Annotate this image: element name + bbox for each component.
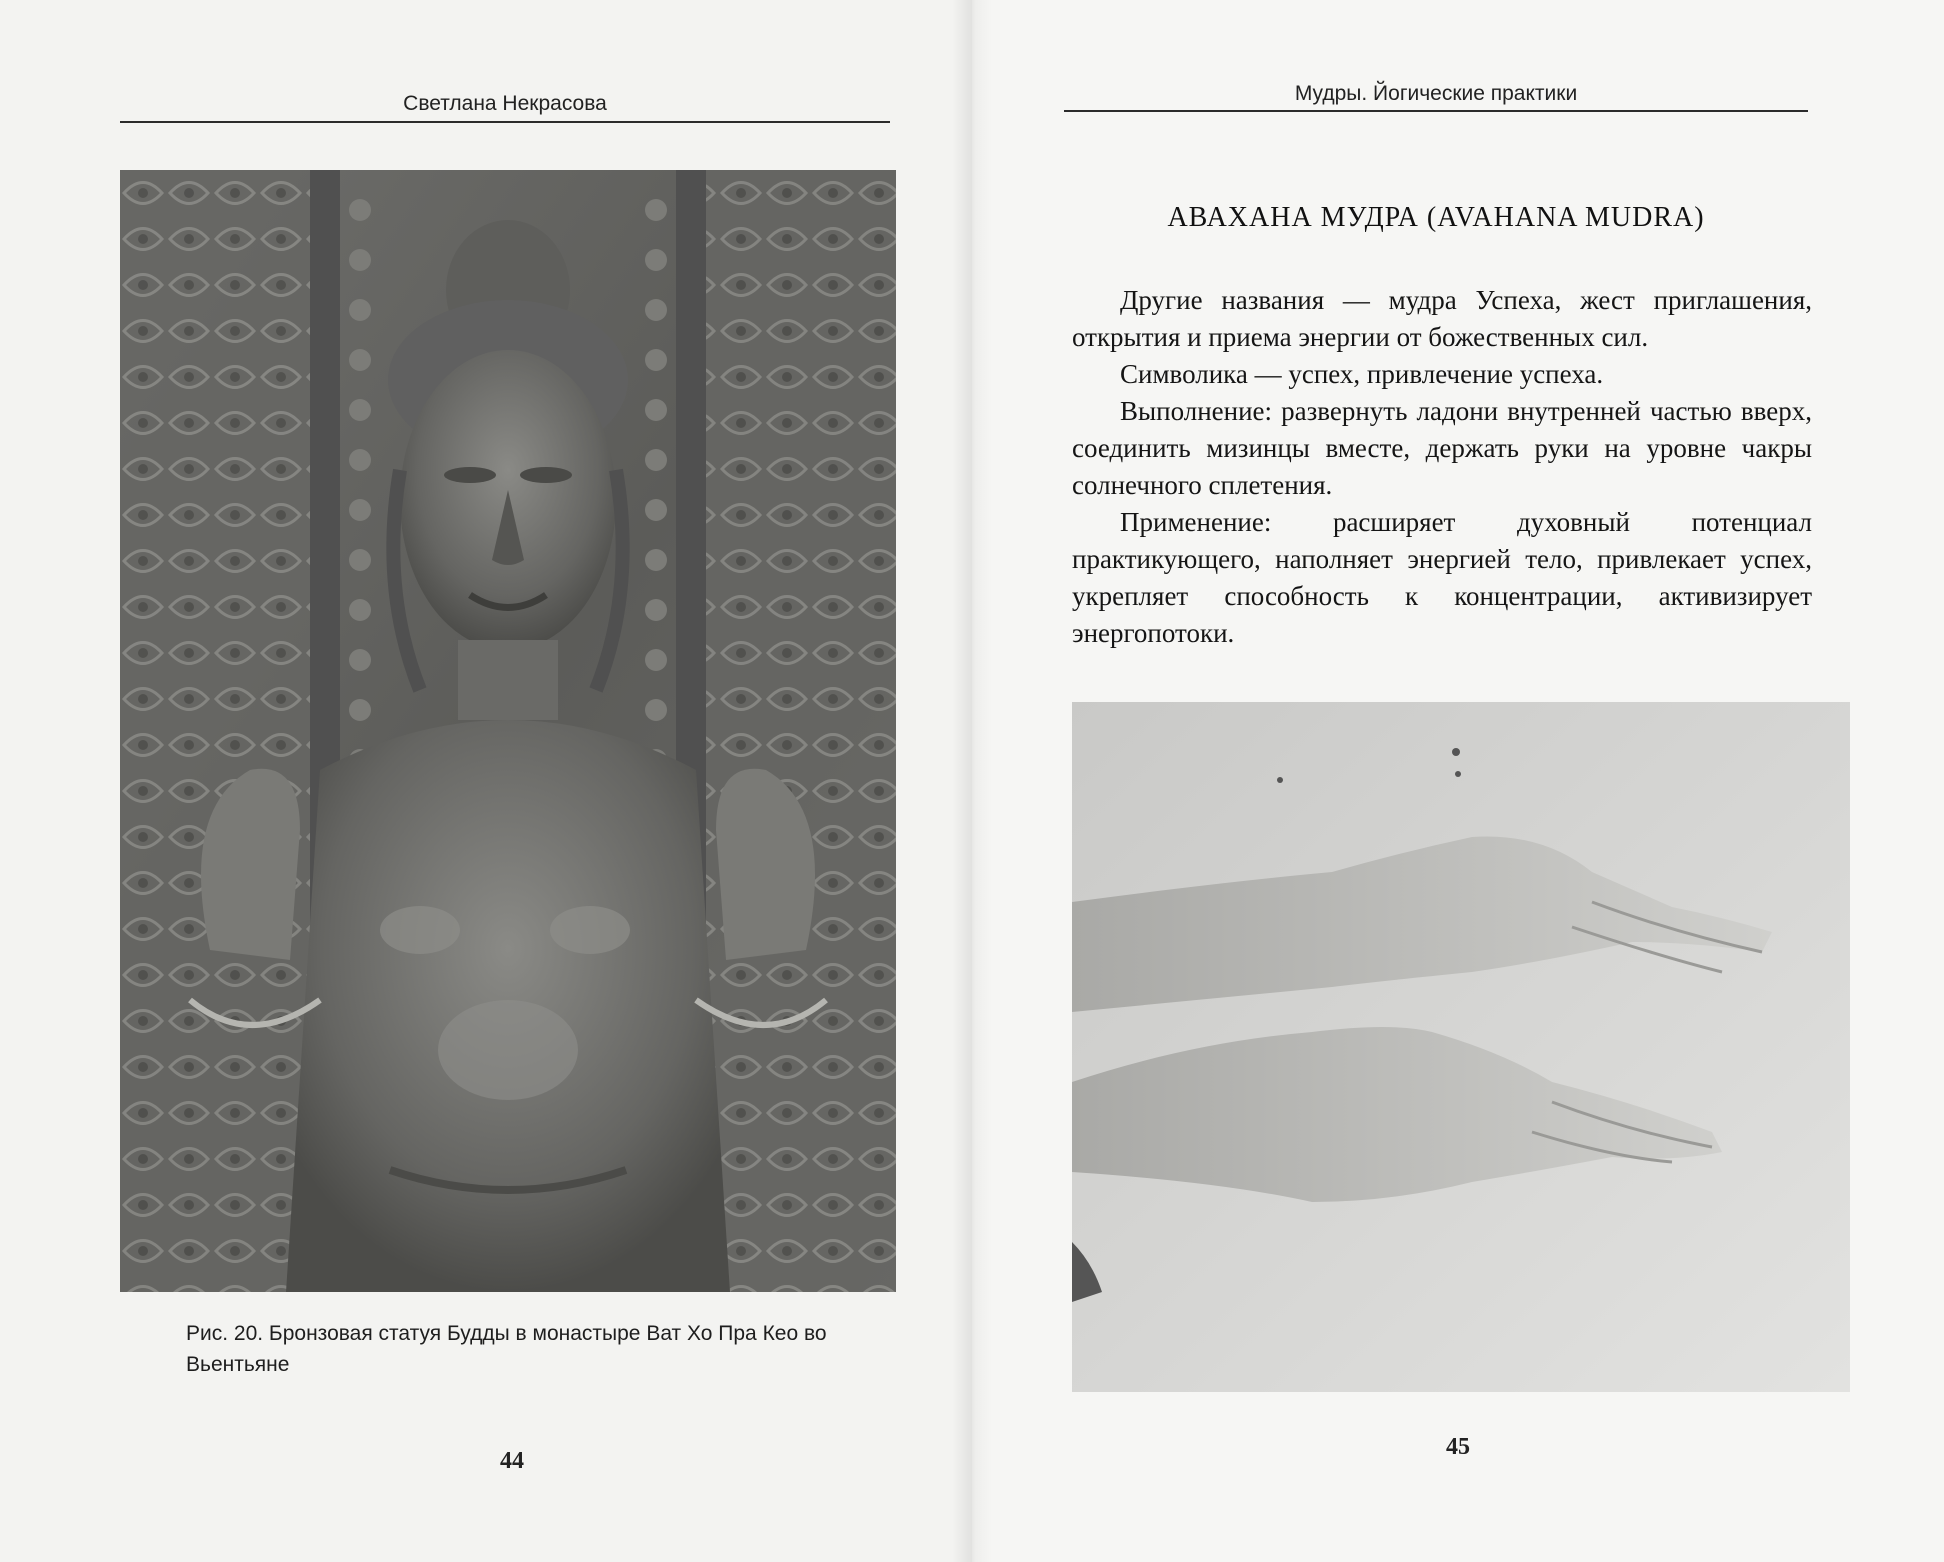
figure-caption: Рис. 20. Бронзовая статуя Будды в монастыре Ват Хо Пра Кео во Вьентьяне: [186, 1322, 827, 1376]
paragraph-other-names: Другие названия — мудра Успеха, жест приглашения, открытия и приема энергии от божественных сил.: [1072, 285, 1812, 352]
book-gutter: [952, 0, 992, 1562]
page-number-right: 45: [1446, 1434, 1470, 1460]
hands-mudra-photo: [1072, 702, 1850, 1392]
running-head-title: Мудры. Йогические практики: [1294, 82, 1578, 105]
buddha-statue-photo: [120, 170, 896, 1292]
page-number-left: 44: [500, 1448, 524, 1474]
running-head-author: Светлана Некрасова: [403, 92, 607, 115]
header-rule: [1064, 110, 1808, 112]
paragraph-symbolism: Символика — успех, привлечение успеха.: [1120, 359, 1604, 389]
body-text: [1072, 282, 1812, 652]
paragraph-execution: Выполнение: развернуть ладони внутренней частью вверх, соединить мизинцы вместе, держать руки на уровне чакры солнечного сплетения.: [1072, 396, 1812, 500]
paragraph-application: Применение: расширяет духовный потенциал практикующего, наполняет энергией тело, привлекает успех, укрепляет способность к концентрации, активизирует энергопотоки.: [1072, 507, 1812, 648]
header-rule: [120, 121, 890, 123]
right-page: [972, 0, 1944, 1562]
section-heading: АВАХАНА МУДРА (AVAHANA MUDRA): [1167, 202, 1705, 233]
